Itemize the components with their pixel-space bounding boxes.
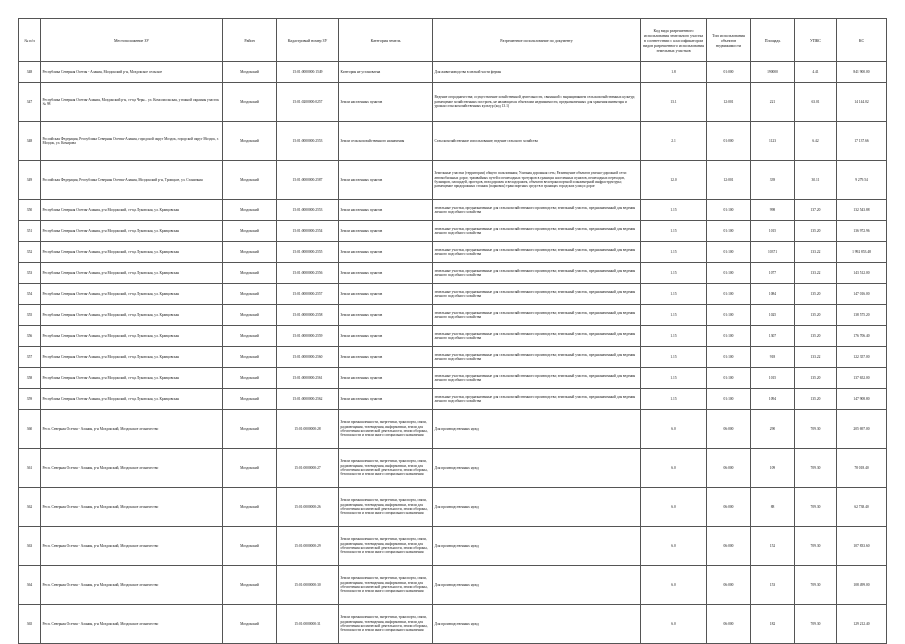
cell-upks: 133.22 bbox=[795, 242, 837, 263]
cell-ks: 138 575.20 bbox=[837, 305, 887, 326]
cell-ks: 9 279.54 bbox=[837, 161, 887, 200]
cell-permitted-use: земельные участки, предназначенные для сельскохозяйственного производства; земельный участок, предназначенный для ведения личного подсобного хозяйства bbox=[433, 200, 641, 221]
cell-area: 153 bbox=[751, 566, 795, 605]
header-district: Район bbox=[223, 19, 277, 62]
cell-cadastral-number: 15:01:0000000:2553 bbox=[277, 200, 339, 221]
cell-land-category: Земли промышленности, энергетики, транспорта, связи, радиовещания, телевидения, информатики, земли для обеспечения космической деятельности, земли обороны, безопасности и земли иного специального назначения bbox=[339, 566, 433, 605]
cell-upks: 709.30 bbox=[795, 449, 837, 488]
cell-num: 348 bbox=[19, 62, 41, 83]
cell-num: 365 bbox=[19, 605, 41, 644]
cell-permitted-use: земельные участки, предназначенные для сельскохозяйственного производства; земельный участок, предназначенный для ведения личного подсобного хозяйства bbox=[433, 326, 641, 347]
cell-num: 364 bbox=[19, 566, 41, 605]
cell-use-type: 06:000 bbox=[707, 566, 751, 605]
cell-use-code: 1.15 bbox=[641, 305, 707, 326]
cell-location: Республика Северная Осетия-Алания, р-н Моздокский, ст-ца Луковская, ул. Кравцовская bbox=[41, 326, 223, 347]
cell-use-type: 01:100 bbox=[707, 200, 751, 221]
cell-num: 353 bbox=[19, 263, 41, 284]
cell-upks: 709.30 bbox=[795, 410, 837, 449]
cell-district: Моздокский bbox=[223, 83, 277, 122]
cell-cadastral-number: 15:01:0000000:2556 bbox=[277, 263, 339, 284]
table-row bbox=[19, 221, 887, 242]
cell-ks: 122 357.00 bbox=[837, 347, 887, 368]
cell-district: Моздокский bbox=[223, 389, 277, 410]
cell-district: Моздокский bbox=[223, 161, 277, 200]
cell-land-category: Земли промышленности, энергетики, транспорта, связи, радиовещания, телевидения, информатики, земли для обеспечения космической деятельности, земли обороны, безопасности и земли иного специального назначения bbox=[339, 527, 433, 566]
cell-num: 359 bbox=[19, 389, 41, 410]
header-area: Площадь bbox=[751, 19, 795, 62]
cell-permitted-use: Для производственных нужд bbox=[433, 410, 641, 449]
header-permitted-use: Разрешенное использование по документу bbox=[433, 19, 641, 62]
cell-ks: 136 972.96 bbox=[837, 221, 887, 242]
cell-cadastral-number: 15:01:0000000:29 bbox=[277, 527, 339, 566]
cell-ks: 841 900.00 bbox=[837, 62, 887, 83]
cell-use-type: 06:000 bbox=[707, 605, 751, 644]
cell-area: 221 bbox=[751, 83, 795, 122]
cell-upks: 135.20 bbox=[795, 305, 837, 326]
cell-land-category: Земли населенных пунктов bbox=[339, 389, 433, 410]
cell-location: Российская Федерация, Республика Северная Осетия-Алания, городской округ Моздок, городской округ Моздок, г. Моздок, ул. Комарова bbox=[41, 122, 223, 161]
cell-cadastral-number: 15:01:0000000:30 bbox=[277, 566, 339, 605]
cell-upks: 709.30 bbox=[795, 566, 837, 605]
cell-permitted-use: земельные участки, предназначенные для сельскохозяйственного производства; земельный участок, предназначенный для ведения личного подсобного хозяйства bbox=[433, 221, 641, 242]
cell-cadastral-number: 15:01:0000000:2559 bbox=[277, 326, 339, 347]
cell-area: 1094 bbox=[751, 389, 795, 410]
cell-use-code: 1.15 bbox=[641, 263, 707, 284]
cell-permitted-use: Земельные участки (территории) общего пользования; Уличная дорожная сеть; Размещение объектов улично-дорожной сети: автомобильных дорог, трамвайных путей и пешеходных тротуаров в границах населенных пунктов, пешеходных переходов, бульваров, площадей, проездов, велодорожек и велодорожек, объектов велотранспортной и инженерной инфраструктуры; размещение придорожных стоянок (парковок) транспортных средств в границах городских улиц и дорог bbox=[433, 161, 641, 200]
cell-ks: 132 543.88 bbox=[837, 200, 887, 221]
cell-ks: 107 833.60 bbox=[837, 527, 887, 566]
cell-use-type: 12:001 bbox=[707, 161, 751, 200]
cell-land-category: Земли населенных пунктов bbox=[339, 326, 433, 347]
cell-land-category: Земли населенных пунктов bbox=[339, 305, 433, 326]
cell-ks: 147 016.00 bbox=[837, 284, 887, 305]
cell-num: 349 bbox=[19, 161, 41, 200]
cell-use-code: 2.1 bbox=[641, 122, 707, 161]
header-cadastral-number: Кадастровый номер ЗУ bbox=[277, 19, 339, 62]
cell-district: Моздокский bbox=[223, 122, 277, 161]
cell-area: 918 bbox=[751, 347, 795, 368]
cell-land-category: Земли населенных пунктов bbox=[339, 161, 433, 200]
cell-land-category: Земли населенных пунктов bbox=[339, 284, 433, 305]
table-row bbox=[19, 410, 887, 449]
cell-ks: 143 512.00 bbox=[837, 263, 887, 284]
cell-cadastral-number: 15:01:0000000:2553 bbox=[277, 122, 339, 161]
table-body bbox=[19, 62, 887, 644]
cell-location: Респ. Северная Осетия - Алания, р-н Моздокский, Моздокское лесничество bbox=[41, 566, 223, 605]
cell-use-type: 12:001 bbox=[707, 83, 751, 122]
cell-num: 351 bbox=[19, 221, 41, 242]
cell-num: 347 bbox=[19, 83, 41, 122]
cell-location: Республика Северная Осетия-Алания, Моздокский р-н, ст-ца Черн... ул. Комсомольская, у южной окраины участок № 98 bbox=[41, 83, 223, 122]
cell-ks: 17 137.66 bbox=[837, 122, 887, 161]
cell-use-code: 6.0 bbox=[641, 566, 707, 605]
cell-use-code: 6.0 bbox=[641, 488, 707, 527]
cell-ks: 14 144.02 bbox=[837, 83, 887, 122]
cell-use-code: 1.15 bbox=[641, 368, 707, 389]
cell-use-type: 01:000 bbox=[707, 62, 751, 83]
cell-use-code: 12.0 bbox=[641, 161, 707, 200]
cell-location: Республика Северная Осетия-Алания, р-н Моздокский, ст-ца Луковская, ул. Кравцовская bbox=[41, 389, 223, 410]
cell-upks: 133.22 bbox=[795, 347, 837, 368]
cell-ks: 205 697.00 bbox=[837, 410, 887, 449]
cell-use-type: 01:100 bbox=[707, 263, 751, 284]
cell-district: Моздокский bbox=[223, 449, 277, 488]
table-row bbox=[19, 389, 887, 410]
cell-ks: 62 738.40 bbox=[837, 488, 887, 527]
cell-upks: 135.20 bbox=[795, 326, 837, 347]
cell-use-code: 1.15 bbox=[641, 284, 707, 305]
cell-use-code: 13.1 bbox=[641, 83, 707, 122]
cell-upks: 709.30 bbox=[795, 488, 837, 527]
cell-use-code: 1.15 bbox=[641, 389, 707, 410]
cell-upks: 4.41 bbox=[795, 62, 837, 83]
table-row bbox=[19, 305, 887, 326]
cell-use-type: 01:000 bbox=[707, 122, 751, 161]
cell-area: 109 bbox=[751, 449, 795, 488]
cell-num: 360 bbox=[19, 410, 41, 449]
cell-use-type: 01:100 bbox=[707, 284, 751, 305]
cell-area: 1015 bbox=[751, 221, 795, 242]
cell-area: 1015 bbox=[751, 368, 795, 389]
cell-upks: 63.01 bbox=[795, 83, 837, 122]
cell-num: 356 bbox=[19, 326, 41, 347]
cell-district: Моздокский bbox=[223, 62, 277, 83]
cell-use-type: 01:100 bbox=[707, 347, 751, 368]
cell-ks: 176 706.40 bbox=[837, 326, 887, 347]
cell-permitted-use: Для производственных нужд bbox=[433, 449, 641, 488]
cell-use-type: 01:100 bbox=[707, 305, 751, 326]
cell-district: Моздокский bbox=[223, 347, 277, 368]
cell-land-category: Земли населенных пунктов bbox=[339, 83, 433, 122]
cell-permitted-use: земельные участки, предназначенные для сельскохозяйственного производства; земельный участок, предназначенный для ведения личного подсобного хозяйства bbox=[433, 305, 641, 326]
cell-cadastral-number: 15:01:0000000:2554 bbox=[277, 221, 339, 242]
cell-use-code: 1.15 bbox=[641, 242, 707, 263]
header-ks: КС bbox=[837, 19, 887, 62]
cell-permitted-use: Для производственных нужд bbox=[433, 566, 641, 605]
cell-permitted-use: Для производственных нужд bbox=[433, 488, 641, 527]
cell-land-category: Категория не установлена bbox=[339, 62, 433, 83]
cell-use-type: 01:100 bbox=[707, 221, 751, 242]
cell-num: 348 bbox=[19, 122, 41, 161]
header-upks: УПКС bbox=[795, 19, 837, 62]
table-row bbox=[19, 83, 887, 122]
cell-district: Моздокский bbox=[223, 263, 277, 284]
cell-area: 998 bbox=[751, 200, 795, 221]
cell-use-code: 1.15 bbox=[641, 347, 707, 368]
cell-cadastral-number: 15:01:0000000:2558 bbox=[277, 305, 339, 326]
table-row bbox=[19, 62, 887, 83]
cell-use-code: 1.15 bbox=[641, 221, 707, 242]
cell-location: Респ. Северная Осетия - Алания, р-н Моздокский, Моздокское лесничество bbox=[41, 410, 223, 449]
table-row bbox=[19, 242, 887, 263]
cell-land-category: Земли населенных пунктов bbox=[339, 242, 433, 263]
cell-area: 1123 bbox=[751, 122, 795, 161]
cell-area: 1307 bbox=[751, 326, 795, 347]
table-row bbox=[19, 122, 887, 161]
cell-land-category: Земли населенных пунктов bbox=[339, 368, 433, 389]
cell-num: 362 bbox=[19, 488, 41, 527]
cell-cadastral-number: 15:01:0000000:2555 bbox=[277, 242, 339, 263]
cell-num: 350 bbox=[19, 200, 41, 221]
cell-use-type: 06:000 bbox=[707, 410, 751, 449]
cell-upks: 30.11 bbox=[795, 161, 837, 200]
cell-location: Респ. Северная Осетия - Алания, р-н Моздокский, Моздокское лесничество bbox=[41, 527, 223, 566]
cell-location: Республика Северная Осетия-Алания, р-н Моздокский, ст-ца Луковская, ул. Кравцовская bbox=[41, 305, 223, 326]
cell-cadastral-number: 15:01:0000000:2557 bbox=[277, 284, 339, 305]
cell-location: Республика Северная Осетия-Алания, р-н Моздокский, ст-ца Луковская, ул. Кравцовская bbox=[41, 368, 223, 389]
cell-use-type: 01:100 bbox=[707, 326, 751, 347]
cell-cadastral-number: 15:01:0000000:31 bbox=[277, 605, 339, 644]
cell-area: 182 bbox=[751, 605, 795, 644]
header-use-code: Код вида разрешенного использования земельного участка в соответствии с классификатором видов разрешенного использования земельных участков bbox=[641, 19, 707, 62]
cell-permitted-use: Для производственных нужд bbox=[433, 605, 641, 644]
cell-permitted-use: земельные участки, предназначенные для сельскохозяйственного производства; земельный участок, предназначенный для ведения личного подсобного хозяйства bbox=[433, 263, 641, 284]
cell-upks: 137.20 bbox=[795, 200, 837, 221]
table-row bbox=[19, 284, 887, 305]
table-row bbox=[19, 605, 887, 644]
cell-num: 361 bbox=[19, 449, 41, 488]
cell-area: 1025 bbox=[751, 305, 795, 326]
cell-land-category: Земли промышленности, энергетики, транспорта, связи, радиовещания, телевидения, информатики, земли для обеспечения космической деятельности, земли обороны, безопасности и земли иного специального назначения bbox=[339, 410, 433, 449]
cell-location: Респ. Северная Осетия - Алания, р-н Моздокский, Моздокское лесничество bbox=[41, 488, 223, 527]
cell-upks: 135.20 bbox=[795, 221, 837, 242]
cell-use-code: 1.15 bbox=[641, 326, 707, 347]
cell-district: Моздокский bbox=[223, 200, 277, 221]
cell-permitted-use: земельные участки, предназначенные для сельскохозяйственного производства; земельный участок, предназначенный для ведения личного подсобного хозяйства bbox=[433, 347, 641, 368]
cell-district: Моздокский bbox=[223, 284, 277, 305]
cell-cadastral-number: 15:01:0000000:2560 bbox=[277, 347, 339, 368]
cell-land-category: Земли населенных пунктов bbox=[339, 347, 433, 368]
table-row bbox=[19, 263, 887, 284]
cell-upks: 133.22 bbox=[795, 263, 837, 284]
cell-permitted-use: земельные участки, предназначенные для сельскохозяйственного производства; земельный участок, предназначенный для ведения личного подсобного хозяйства bbox=[433, 368, 641, 389]
cell-num: 352 bbox=[19, 242, 41, 263]
cell-location: Российская Федерация, Республика Северная Осетия-Алания, Моздокский р-н, Троицкое, ул. Станичная bbox=[41, 161, 223, 200]
cell-area: 152 bbox=[751, 527, 795, 566]
cell-upks: 135.20 bbox=[795, 389, 837, 410]
cell-use-code: 1.8 bbox=[641, 62, 707, 83]
cell-permitted-use: Для производственных нужд bbox=[433, 527, 641, 566]
cell-cadastral-number: 15:01:0000000:1549 bbox=[277, 62, 339, 83]
cell-district: Моздокский bbox=[223, 605, 277, 644]
cell-land-category: Земли населенных пунктов bbox=[339, 200, 433, 221]
table-row bbox=[19, 488, 887, 527]
table-row bbox=[19, 161, 887, 200]
land-register-table bbox=[18, 18, 887, 644]
cell-ks: 147 908.80 bbox=[837, 389, 887, 410]
cell-upks: 135.20 bbox=[795, 284, 837, 305]
cell-ks: 137 652.00 bbox=[837, 368, 887, 389]
cell-upks: 709.30 bbox=[795, 605, 837, 644]
cell-permitted-use: Сельскохозяйственное использование; ведение сельского хозяйства bbox=[433, 122, 641, 161]
table-row bbox=[19, 347, 887, 368]
cell-area: 10371 bbox=[751, 242, 795, 263]
table-row bbox=[19, 200, 887, 221]
cell-num: 358 bbox=[19, 368, 41, 389]
cell-num: 355 bbox=[19, 305, 41, 326]
cell-area: 190000 bbox=[751, 62, 795, 83]
header-land-category: Категория земель bbox=[339, 19, 433, 62]
cell-ks: 1 992 853.48 bbox=[837, 242, 887, 263]
cell-cadastral-number: 15:01:0000000:28 bbox=[277, 410, 339, 449]
cell-location: Республика Северная Осетия-Алания, р-н Моздокский, ст-ца Луковская, ул. Кравцовская bbox=[41, 263, 223, 284]
cell-permitted-use: земельные участки, предназначенные для сельскохозяйственного производства; земельный участок, предназначенный для ведения личного подсобного хозяйства bbox=[433, 242, 641, 263]
cell-use-code: 6.0 bbox=[641, 605, 707, 644]
cell-upks: 135.20 bbox=[795, 368, 837, 389]
cell-use-code: 6.0 bbox=[641, 449, 707, 488]
cell-use-type: 01:100 bbox=[707, 368, 751, 389]
cell-district: Моздокский bbox=[223, 221, 277, 242]
cell-district: Моздокский bbox=[223, 566, 277, 605]
cell-area: 290 bbox=[751, 410, 795, 449]
cell-area: 88 bbox=[751, 488, 795, 527]
cell-location: Республика Северная Осетия-Алания, р-н Моздокский, ст-ца Луковская, ул. Кравцовская bbox=[41, 242, 223, 263]
cell-cadastral-number: 15:01:0000000:2561 bbox=[277, 368, 339, 389]
cell-land-category: Земли промышленности, энергетики, транспорта, связи, радиовещания, телевидения, информатики, земли для обеспечения космической деятельности, земли обороны, безопасности и земли иного специального назначения bbox=[339, 605, 433, 644]
cell-location: Республика Северная Осетия-Алания, р-н Моздокский, ст-ца Луковская, ул. Кравцовская bbox=[41, 347, 223, 368]
cell-district: Моздокский bbox=[223, 488, 277, 527]
table-row bbox=[19, 566, 887, 605]
cell-use-code: 6.0 bbox=[641, 410, 707, 449]
cell-permitted-use: земельные участки, предназначенные для сельскохозяйственного производства; земельный участок, предназначенный для ведения личного подсобного хозяйства bbox=[433, 389, 641, 410]
cell-use-type: 06:000 bbox=[707, 527, 751, 566]
cell-district: Моздокский bbox=[223, 305, 277, 326]
cell-land-category: Земли промышленности, энергетики, транспорта, связи, радиовещания, телевидения, информатики, земли для обеспечения космической деятельности, земли обороны, безопасности и земли иного специального назначения bbox=[339, 449, 433, 488]
cell-upks: 709.30 bbox=[795, 527, 837, 566]
cell-cadastral-number: 15:01:0000000:26 bbox=[277, 488, 339, 527]
header-use-type: Тип использования объектов недвижимости bbox=[707, 19, 751, 62]
cell-district: Моздокский bbox=[223, 326, 277, 347]
cell-location: Респ. Северная Осетия - Алания, р-н Моздокский, Моздокское лесничество bbox=[41, 449, 223, 488]
table-row bbox=[19, 326, 887, 347]
cell-location: Республика Северная Осетия-Алания, р-н Моздокский, ст-ца Луковская, ул. Кравцовская bbox=[41, 200, 223, 221]
cell-permitted-use: Ведение огородничества; осуществление хозяйственной деятельности, связанной с выращиванием сельскохозяйственных культур; размещение хозяйственных построек, не являющихся объектами недвижимости, предназначенных для хранения инвентаря и урожая сельскохозяйственных культур (код 13.1) bbox=[433, 83, 641, 122]
table-row bbox=[19, 368, 887, 389]
cell-district: Моздокский bbox=[223, 368, 277, 389]
cell-cadastral-number: 15:01:0000000:27 bbox=[277, 449, 339, 488]
cell-permitted-use: Для животноводства в мелкой части фермы bbox=[433, 62, 641, 83]
cell-cadastral-number: 15:01:0000000:2562 bbox=[277, 389, 339, 410]
table-header-row bbox=[19, 19, 887, 62]
cell-area: 1077 bbox=[751, 263, 795, 284]
header-location: Местоположение ЗУ bbox=[41, 19, 223, 62]
table-row bbox=[19, 527, 887, 566]
cell-use-type: 06:000 bbox=[707, 449, 751, 488]
cell-district: Моздокский bbox=[223, 410, 277, 449]
cell-upks: 6.42 bbox=[795, 122, 837, 161]
cell-area: 1084 bbox=[751, 284, 795, 305]
cell-ks: 108 499.00 bbox=[837, 566, 887, 605]
cell-num: 357 bbox=[19, 347, 41, 368]
cell-use-type: 06:000 bbox=[707, 488, 751, 527]
cell-permitted-use: земельные участки, предназначенные для сельскохозяйственного производства; земельный участок, предназначенный для ведения личного подсобного хозяйства bbox=[433, 284, 641, 305]
cell-use-code: 6.0 bbox=[641, 527, 707, 566]
cell-cadastral-number: 15:01:0000000:2587 bbox=[277, 161, 339, 200]
cell-use-type: 01:100 bbox=[707, 389, 751, 410]
header-num: № п/п bbox=[19, 19, 41, 62]
cell-use-code: 1.15 bbox=[641, 200, 707, 221]
cell-location: Респ. Северная Осетия - Алания, р-н Моздокский, Моздокское лесничество bbox=[41, 605, 223, 644]
cell-num: 363 bbox=[19, 527, 41, 566]
cell-land-category: Земли промышленности, энергетики, транспорта, связи, радиовещания, телевидения, информатики, земли для обеспечения космической деятельности, земли обороны, безопасности и земли иного специального назначения bbox=[339, 488, 433, 527]
cell-location: Республика Северная Осетия - Алания, Моздокский р-н, Моздокское сельское bbox=[41, 62, 223, 83]
cell-use-type: 01:100 bbox=[707, 242, 751, 263]
cell-district: Моздокский bbox=[223, 242, 277, 263]
cell-location: Республика Северная Осетия-Алания, р-н Моздокский, ст-ца Луковская, ул. Кравцовская bbox=[41, 221, 223, 242]
cell-land-category: Земли населенных пунктов bbox=[339, 263, 433, 284]
cell-land-category: Земли населенных пунктов bbox=[339, 221, 433, 242]
cell-area: 339 bbox=[751, 161, 795, 200]
cell-location: Республика Северная Осетия-Алания, р-н Моздокский, ст-ца Луковская, ул. Кравцовская bbox=[41, 284, 223, 305]
cell-cadastral-number: 15:01:0200000:0257 bbox=[277, 83, 339, 122]
cell-ks: 78 018.40 bbox=[837, 449, 887, 488]
table-row bbox=[19, 449, 887, 488]
cell-num: 354 bbox=[19, 284, 41, 305]
cell-land-category: Земли сельскохозяйственного назначения bbox=[339, 122, 433, 161]
cell-district: Моздокский bbox=[223, 527, 277, 566]
cell-ks: 129 212.40 bbox=[837, 605, 887, 644]
